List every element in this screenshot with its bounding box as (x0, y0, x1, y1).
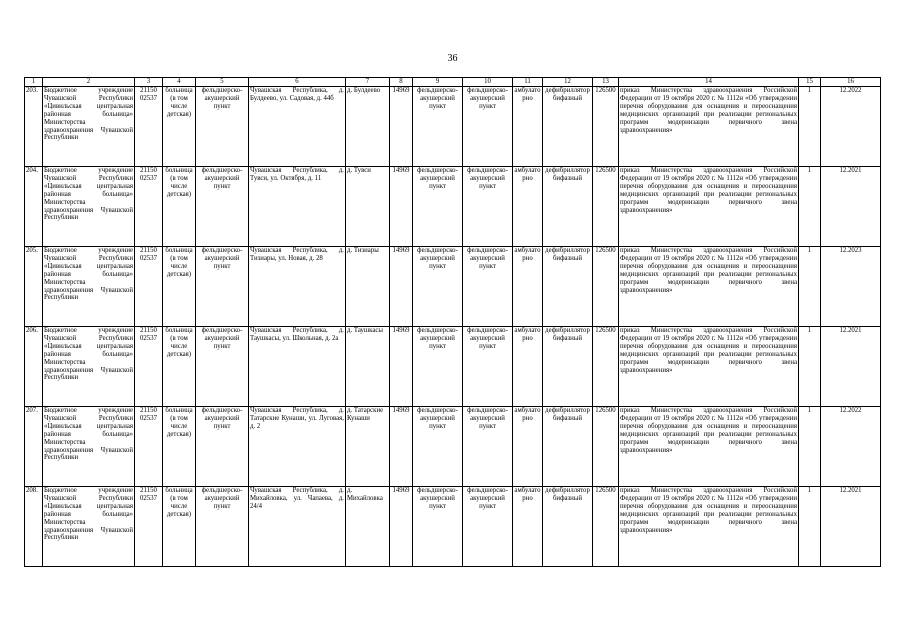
organization-code: 21150 02537 (135, 407, 163, 487)
column-number: 3 (135, 78, 163, 87)
delivery-date: 12.2021 (821, 487, 881, 567)
unit-address: Чувашская Республика, д. Михайловка, ул. Чапаева, д. 24/4 (249, 487, 346, 567)
settlement: д. Тувси (346, 167, 390, 247)
unit-type-secondary: фельдшерско-акушерский пункт (463, 487, 513, 567)
delivery-date: 12.2021 (821, 167, 881, 247)
unit-name: фельдшерско-акушерский пункт (196, 407, 249, 487)
unit-address: Чувашская Республика, д. Булдеево, ул. Садовая, д. 44б (249, 87, 346, 167)
unit-name: фельдшерско-акушерский пункт (196, 87, 249, 167)
unit-address: Чувашская Республика, д. Таушкасы, ул. Школьная, д. 2а (249, 327, 346, 407)
regulatory-order: приказ Министерства здравоохранения Российской Федерации от 19 октября 2020 г. № 1112н «Об утверждении перечня оборудования для оснащения и переоснащения медицинских организаций при реализации региональных программ модернизации первичного звена здравоохранения» (619, 87, 799, 167)
column-number: 4 (163, 78, 196, 87)
column-number: 13 (593, 78, 619, 87)
page-number: 36 (447, 53, 458, 64)
equipment-name: дефибриллятор бифазный (543, 407, 593, 487)
organization-type: больница (в том числе детская) (163, 407, 196, 487)
regulatory-order: приказ Министерства здравоохранения Российской Федерации от 19 октября 2020 г. № 1112н «Об утверждении перечня оборудования для оснащения и переоснащения медицинских организаций при реализации региональных программ модернизации первичного звена здравоохранения» (619, 167, 799, 247)
equipment-code: 126500 (593, 167, 619, 247)
equipment-code: 126500 (593, 247, 619, 327)
unit-code: 14969 (390, 87, 413, 167)
settlement: д. Татарские Кунаши (346, 407, 390, 487)
settlement: д. Таушкасы (346, 327, 390, 407)
unit-address: Чувашская Республика, д. Тувси, ул. Октября, д. 11 (249, 167, 346, 247)
unit-name: фельдшерско-акушерский пункт (196, 487, 249, 567)
delivery-date: 12.2022 (821, 407, 881, 487)
equipment-code: 126500 (593, 87, 619, 167)
quantity: 1 (799, 487, 821, 567)
column-number: 11 (513, 78, 543, 87)
table-row (25, 487, 881, 567)
row-number: 208. (25, 487, 43, 567)
quantity: 1 (799, 87, 821, 167)
table-row (25, 247, 881, 327)
unit-type-secondary: фельдшерско-акушерский пункт (463, 167, 513, 247)
settlement: д. Михайловка (346, 487, 390, 567)
quantity: 1 (799, 407, 821, 487)
unit-code: 14969 (390, 487, 413, 567)
unit-code: 14969 (390, 247, 413, 327)
unit-type: фельдшерско-акушерский пункт (413, 167, 463, 247)
organization-name: Бюджетное учреждение Чувашской Республики «Цивильская центральная районная больница» Министерства здравоохранения Чувашской Республики (43, 87, 135, 167)
organization-code: 21150 02537 (135, 247, 163, 327)
organization-code: 21150 02537 (135, 87, 163, 167)
equipment-name: дефибриллятор бифазный (543, 167, 593, 247)
delivery-date: 12.2022 (821, 87, 881, 167)
equipment-code: 126500 (593, 407, 619, 487)
organization-name: Бюджетное учреждение Чувашской Республики «Цивильская центральная районная больница» Министерства здравоохранения Чувашской Республики (43, 487, 135, 567)
delivery-date: 12.2021 (821, 327, 881, 407)
column-number: 5 (196, 78, 249, 87)
regulatory-order: приказ Министерства здравоохранения Российской Федерации от 19 октября 2020 г. № 1112н «Об утверждении перечня оборудования для оснащения и переоснащения медицинских организаций при реализации региональных программ модернизации первичного звена здравоохранения» (619, 407, 799, 487)
unit-type-secondary: фельдшерско-акушерский пункт (463, 87, 513, 167)
column-number: 10 (463, 78, 513, 87)
table-row (25, 167, 881, 247)
unit-type-secondary: фельдшерско-акушерский пункт (463, 327, 513, 407)
organization-name: Бюджетное учреждение Чувашской Республики «Цивильская центральная районная больница» Министерства здравоохранения Чувашской Республики (43, 167, 135, 247)
equipment-name: дефибриллятор бифазный (543, 327, 593, 407)
unit-code: 14969 (390, 327, 413, 407)
unit-address: Чувашская Республика, д. Татарские Кунаши, ул. Луговая, д. 2 (249, 407, 346, 487)
quantity: 1 (799, 167, 821, 247)
delivery-date: 12.2023 (821, 247, 881, 327)
column-number: 15 (799, 78, 821, 87)
unit-name: фельдшерско-акушерский пункт (196, 167, 249, 247)
care-condition: амбулаторно (513, 87, 543, 167)
organization-type: больница (в том числе детская) (163, 327, 196, 407)
equipment-name: дефибриллятор бифазный (543, 87, 593, 167)
organization-name: Бюджетное учреждение Чувашской Республики «Цивильская центральная районная больница» Министерства здравоохранения Чувашской Республики (43, 327, 135, 407)
unit-type-secondary: фельдшерско-акушерский пункт (463, 247, 513, 327)
organization-type: больница (в том числе детская) (163, 87, 196, 167)
unit-type: фельдшерско-акушерский пункт (413, 487, 463, 567)
unit-type: фельдшерско-акушерский пункт (413, 247, 463, 327)
row-number: 207. (25, 407, 43, 487)
row-number: 204. (25, 167, 43, 247)
organization-type: больница (в том числе детская) (163, 247, 196, 327)
unit-code: 14969 (390, 167, 413, 247)
organization-code: 21150 02537 (135, 167, 163, 247)
organization-type: больница (в том числе детская) (163, 167, 196, 247)
care-condition: амбулаторно (513, 167, 543, 247)
unit-type: фельдшерско-акушерский пункт (413, 407, 463, 487)
quantity: 1 (799, 327, 821, 407)
row-number: 205. (25, 247, 43, 327)
unit-address: Чувашская Республика, д. Тизиары, ул. Новая, д. 28 (249, 247, 346, 327)
equipment-table (24, 77, 881, 567)
row-number: 203. (25, 87, 43, 167)
column-number: 9 (413, 78, 463, 87)
organization-name: Бюджетное учреждение Чувашской Республики «Цивильская центральная районная больница» Министерства здравоохранения Чувашской Республики (43, 407, 135, 487)
column-number: 2 (43, 78, 135, 87)
organization-name: Бюджетное учреждение Чувашской Республики «Цивильская центральная районная больница» Министерства здравоохранения Чувашской Республики (43, 247, 135, 327)
column-number: 12 (543, 78, 593, 87)
equipment-code: 126500 (593, 327, 619, 407)
organization-type: больница (в том числе детская) (163, 487, 196, 567)
equipment-code: 126500 (593, 487, 619, 567)
organization-code: 21150 02537 (135, 327, 163, 407)
quantity: 1 (799, 247, 821, 327)
column-number: 6 (249, 78, 346, 87)
column-number: 8 (390, 78, 413, 87)
column-number: 16 (821, 78, 881, 87)
unit-type: фельдшерско-акушерский пункт (413, 87, 463, 167)
care-condition: амбулаторно (513, 487, 543, 567)
regulatory-order: приказ Министерства здравоохранения Российской Федерации от 19 октября 2020 г. № 1112н «Об утверждении перечня оборудования для оснащения и переоснащения медицинских организаций при реализации региональных программ модернизации первичного звена здравоохранения» (619, 327, 799, 407)
unit-code: 14969 (390, 407, 413, 487)
table-row (25, 407, 881, 487)
column-number-row (25, 78, 881, 87)
unit-name: фельдшерско-акушерский пункт (196, 247, 249, 327)
equipment-name: дефибриллятор бифазный (543, 487, 593, 567)
regulatory-order: приказ Министерства здравоохранения Российской Федерации от 19 октября 2020 г. № 1112н «Об утверждении перечня оборудования для оснащения и переоснащения медицинских организаций при реализации региональных программ модернизации первичного звена здравоохранения» (619, 487, 799, 567)
organization-code: 21150 02537 (135, 487, 163, 567)
equipment-name: дефибриллятор бифазный (543, 247, 593, 327)
care-condition: амбулаторно (513, 247, 543, 327)
care-condition: амбулаторно (513, 327, 543, 407)
care-condition: амбулаторно (513, 407, 543, 487)
unit-type: фельдшерско-акушерский пункт (413, 327, 463, 407)
unit-type-secondary: фельдшерско-акушерский пункт (463, 407, 513, 487)
column-number: 7 (346, 78, 390, 87)
settlement: д. Тизиары (346, 247, 390, 327)
table-row (25, 327, 881, 407)
column-number: 14 (619, 78, 799, 87)
column-number: 1 (25, 78, 43, 87)
table-row (25, 87, 881, 167)
row-number: 206. (25, 327, 43, 407)
unit-name: фельдшерско-акушерский пункт (196, 327, 249, 407)
settlement: д. Булдеево (346, 87, 390, 167)
regulatory-order: приказ Министерства здравоохранения Российской Федерации от 19 октября 2020 г. № 1112н «Об утверждении перечня оборудования для оснащения и переоснащения медицинских организаций при реализации региональных программ модернизации первичного звена здравоохранения» (619, 247, 799, 327)
